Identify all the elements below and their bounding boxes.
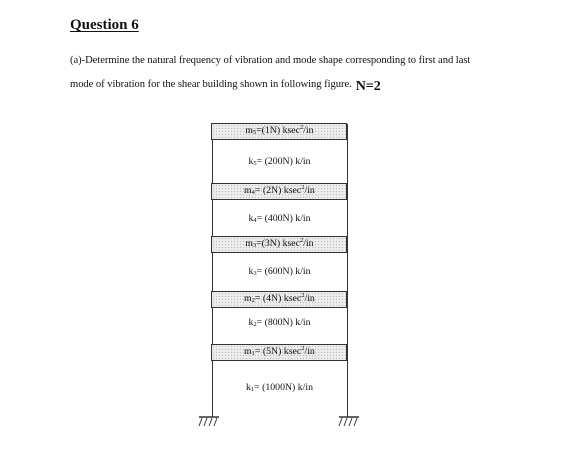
mass-floor-2: $m_2= (4N)$ ksec$^2$/in <box>211 291 347 308</box>
mass-floor-5: $m_5=(1N)$ ksec$^2$/in <box>211 123 347 140</box>
question-text-line-2 <box>70 76 381 92</box>
stiffness-story-4: $k_4= (400N)$ k/in <box>248 213 311 224</box>
mass-floor-1: $m_1= (5N)$ ksec$^2$/in <box>211 344 347 361</box>
stiffness-story-5: $k_5= (200N)$ k/in <box>248 156 311 167</box>
question-heading: Question 6 <box>70 17 139 33</box>
stiffness-story-2: $k_2= (800N)$ k/in <box>248 317 311 328</box>
shear-building-frame <box>212 124 348 417</box>
question-text-line-2-body: mode of vibration for the shear building shown in following figure. <box>70 79 352 90</box>
stiffness-story-1: $k_1= (1000N)$ k/in <box>245 382 313 393</box>
question-text-line-1: (a)-Determine the natural frequency of vibration and mode shape corresponding to first and last <box>70 55 471 66</box>
n-value-label: N=2 <box>355 79 381 94</box>
mass-floor-3: $m_3=(3N)$ ksec$^2$/in <box>211 236 347 253</box>
right-fixed-support-icon <box>338 414 360 430</box>
mass-floor-4: $m_4= (2N)$ ksec$^2$/in <box>211 183 347 200</box>
stiffness-story-3: $k_3= (600N)$ k/in <box>248 266 311 277</box>
left-fixed-support-icon <box>198 414 220 430</box>
